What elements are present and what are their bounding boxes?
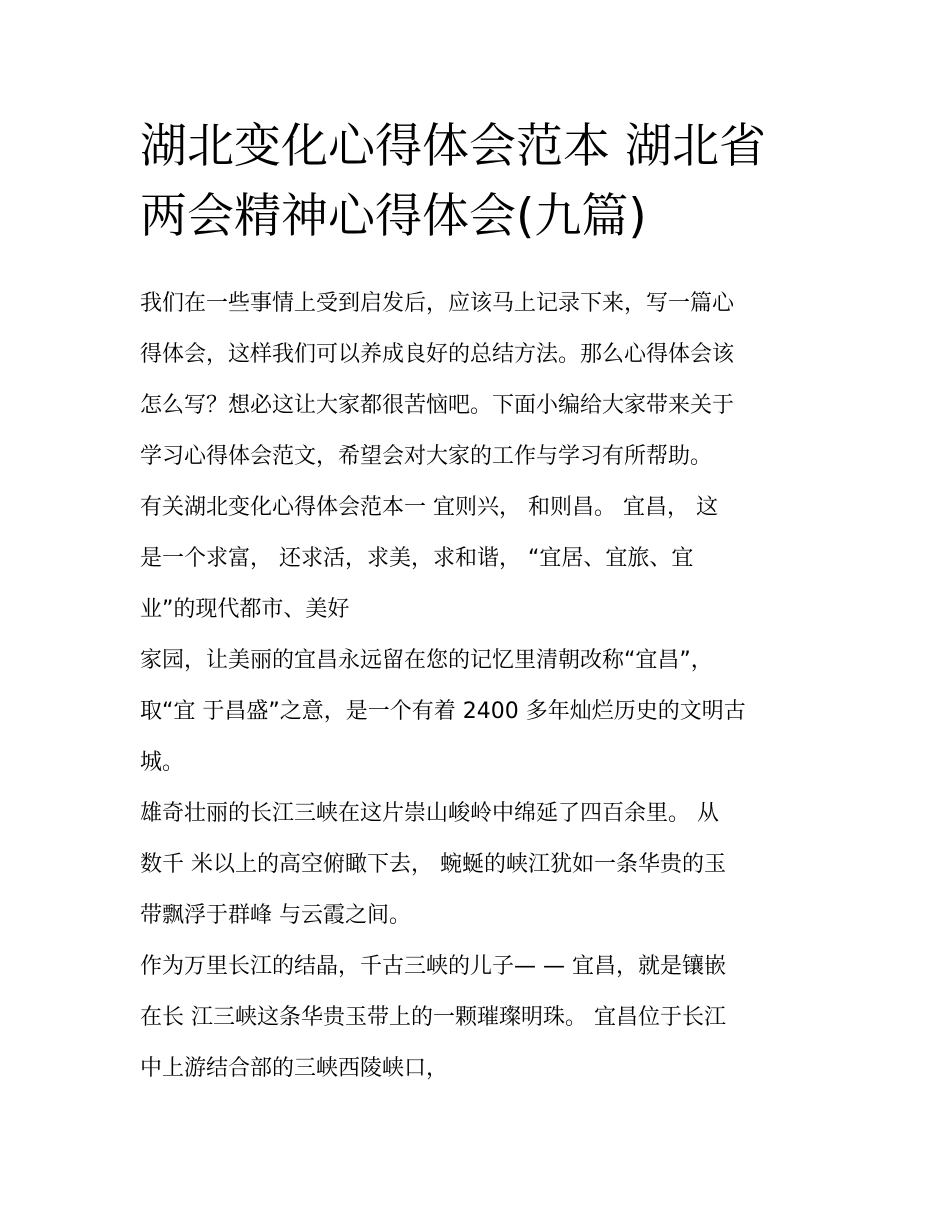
body-line: 数千 米以上的高空俯瞰下去， 蜿蜒的峡江犹如一条华贵的玉 (140, 852, 726, 877)
body-line: 城。 (140, 750, 185, 775)
body-line: 学习心得体会范文，希望会对大家的工作与学习有所帮助。 (140, 444, 713, 469)
body-line: 是一个求富， 还求活，求美，求和谐， “宜居、宜旅、宜 (140, 546, 694, 571)
body-line: 在长 江三峡这条华贵玉带上的一颗璀璨明珠。 宜昌位于长江 (140, 1005, 726, 1030)
body-line: 家园，让美丽的宜昌永远留在您的记忆里清朝改称“宜昌”， (140, 648, 713, 673)
body-line: 有关湖北变化心得体会范本一 宜则兴， 和则昌。 宜昌， 这 (140, 495, 718, 520)
body-line: 怎么写？想必这让大家都很苦恼吧。下面小编给大家带来关于 (140, 393, 735, 418)
body-line: 业”的现代都市、美好 (140, 597, 350, 622)
document-body (140, 278, 820, 1094)
document-title (140, 112, 820, 252)
body-line: 作为万里长江的结晶，千古三峡的儿子— — 宜昌，就是镶嵌 (140, 954, 726, 979)
body-line: 雄奇壮丽的长江三峡在这片崇山峻岭中绵延了四百余里。 从 (140, 801, 719, 826)
title-line-1: 湖北变化心得体会范本 湖北省 (140, 119, 766, 174)
body-line: 我们在一些事情上受到启发后，应该马上记录下来，写一篇心 (140, 291, 735, 316)
body-line: 带飘浮于群峰 与云霞之间。 (140, 903, 411, 928)
title-line-2: 两会精神心得体会(九篇) (140, 189, 647, 244)
body-line: 取“宜 于昌盛”之意，是一个有着 2400 多年灿烂历史的文明古 (140, 699, 746, 724)
body-line: 中上游结合部的三峡西陵峡口， (140, 1056, 449, 1081)
body-line: 得体会，这样我们可以养成良好的总结方法。那么心得体会该 (140, 342, 735, 367)
